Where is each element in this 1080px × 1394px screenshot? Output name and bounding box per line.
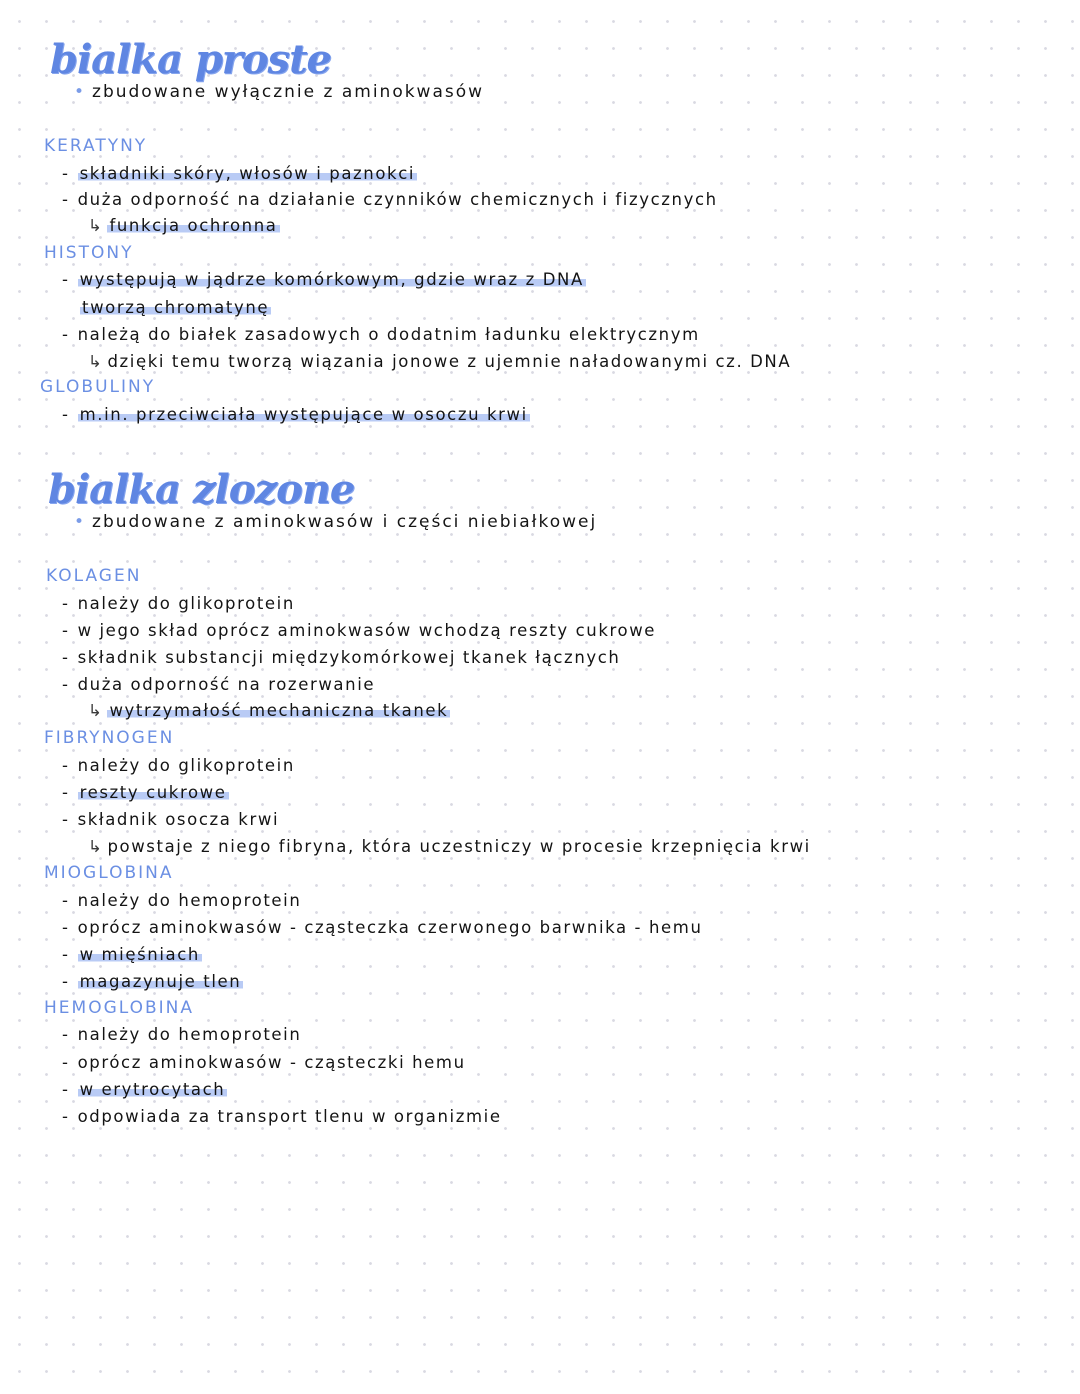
arrow-icon: ↳ [88,216,104,235]
note-line: ↳ funkcja ochronna [88,216,278,235]
note-line: - składnik substancji międzykomórkowej tkanek łącznych [62,648,621,667]
note-line: - odpowiada za transport tlenu w organizmie [62,1107,502,1126]
note-line: - m.in. przeciwciała występujące w osoczu krwi [62,405,528,424]
note-line: - w mięśniach [62,945,200,964]
note-line: - składnik osocza krwi [62,810,280,829]
note-line: ↳ wytrzymałość mechaniczna tkanek [88,701,449,720]
note-line: - magazynuje tlen [62,972,242,991]
heading-kolagen: KOLAGEN [46,566,142,586]
heading-mioglobina: MIOGLOBINA [44,863,174,883]
note-line: - oprócz aminokwasów - cząsteczki hemu [62,1053,466,1072]
note-line: - duża odporność na rozerwanie [62,675,376,694]
note-line: - należy do hemoprotein [62,891,302,910]
heading-hemoglobina: HEMOGLOBINA [44,998,195,1018]
heading-histony: HISTONY [44,243,134,263]
heading-globuliny: GLOBULINY [40,377,156,397]
note-line: - duża odporność na działanie czynników chemicznych i fizycznych [62,190,718,209]
heading-keratyny: KERATYNY [44,136,148,156]
note-line: - składniki skóry, włosów i paznokci [62,164,416,183]
section-subtitle: • zbudowane wyłącznie z aminokwasów [74,82,484,102]
note-line: - w erytrocytach [62,1080,226,1099]
note-line: - reszty cukrowe [62,783,227,802]
note-line: ↳ powstaje z niego fibryna, która uczestniczy w procesie krzepnięcia krwi [88,837,811,856]
section-subtitle: • zbudowane z aminokwasów i części niebiałkowej [74,512,597,532]
note-line: - należy do glikoprotein [62,594,295,613]
arrow-icon: ↳ [88,837,104,856]
note-line: - występują w jądrze komórkowym, gdzie wraz z DNA [62,270,584,289]
arrow-icon: ↳ [88,352,104,371]
note-line: - należą do białek zasadowych o dodatnim ładunku elektrycznym [62,325,700,344]
section-title-bialka-proste: bialka proste [50,36,332,83]
arrow-icon: ↳ [88,701,104,720]
heading-fibrynogen: FIBRYNOGEN [44,728,175,748]
note-line: - należy do glikoprotein [62,756,295,775]
note-line: ↳ dzięki temu tworzą wiązania jonowe z ujemnie naładowanymi cz. DNA [88,352,792,371]
section-title-bialka-zlozone: bialka zlozone [48,466,355,513]
note-line: tworzą chromatynę [82,298,270,317]
note-line: - w jego skład oprócz aminokwasów wchodzą reszty cukrowe [62,621,657,640]
note-line: - oprócz aminokwasów - cząsteczka czerwonego barwnika - hemu [62,918,703,937]
note-line: - należy do hemoprotein [62,1025,302,1044]
